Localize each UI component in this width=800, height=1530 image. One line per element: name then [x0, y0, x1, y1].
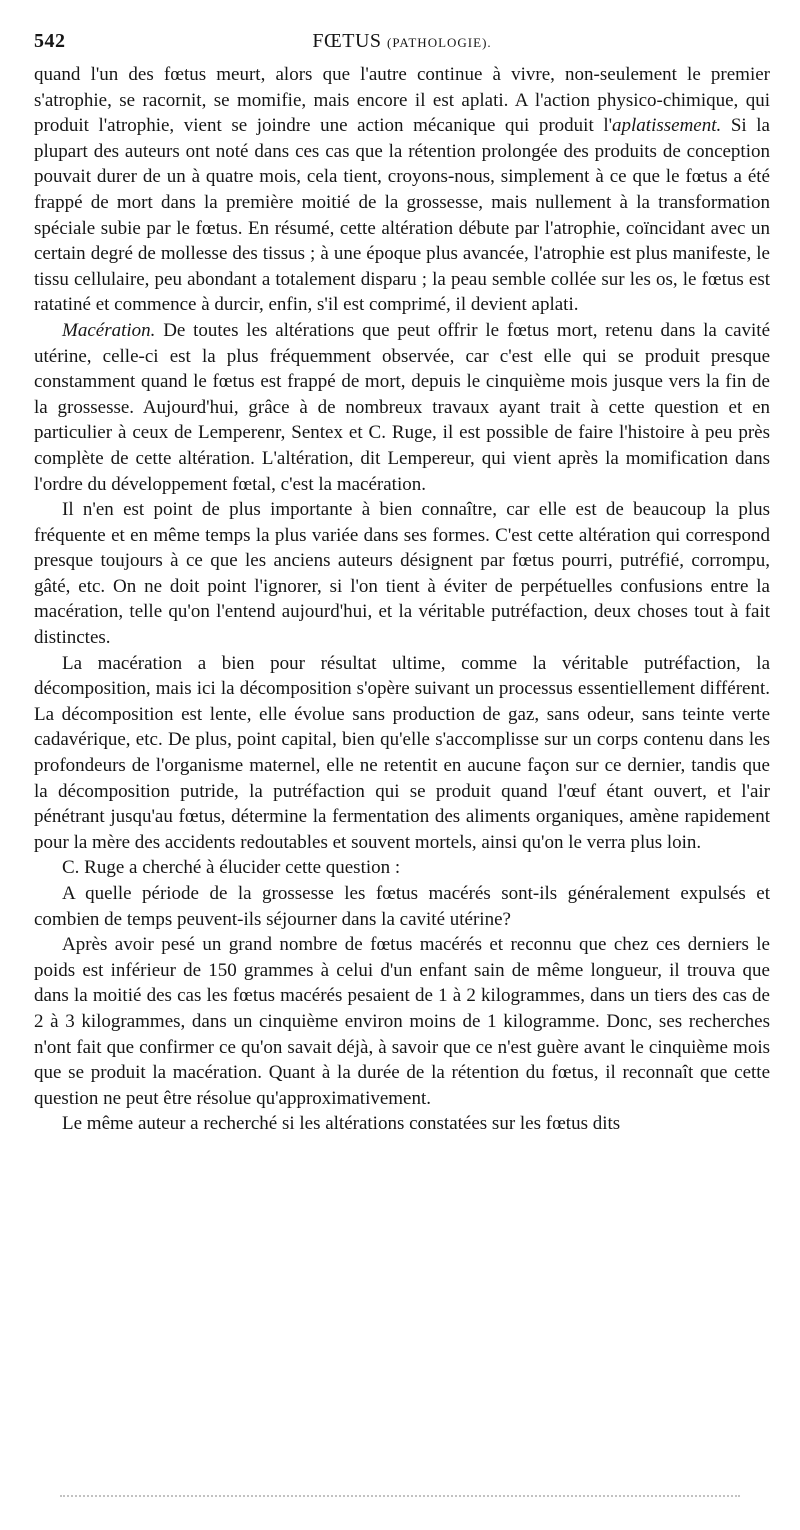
- paragraph-7: Après avoir pesé un grand nombre de fœtus macérés et reconnu que chez ces derniers le poids est inférieur de 150 grammes à celui d'un enfant sain de même longueur, il trouva que dans la moitié des cas les fœtus macérés pesaient de 1 à 2 kilogrammes, dans un tiers des cas de 2 à 3 kilogrammes, dans un cinquième environ moins de 1 kilogramme. Donc, ses recherches n'ont fait que confirmer ce qu'on savait déjà, à savoir que ce n'est guère avant le cinquième mois que se produit la macération. Quant à la durée de la rétention du fœtus, il reconnaît que cette question ne peut être résolue qu'approximativement.: [34, 934, 770, 1109]
- paragraph-5: C. Ruge a cherché à élucider cette question :: [62, 857, 401, 879]
- page-number: 542: [34, 30, 66, 52]
- page-header: [34, 28, 770, 62]
- paragraph-1: [34, 62, 770, 318]
- paragraph-4: La macération a bien pour résultat ultime, comme la véritable putréfaction, la décomposition, mais ici la décomposition s'opère suivant un processus essentiellement différent. La décomposition est lente, elle évolue sans production de gaz, sans odeur, sans teinte verte cadavérique, etc. De plus, point capital, bien qu'elle s'accomplisse sur un corps contenu dans les profondeurs de l'organisme maternel, elle ne retentit en aucune façon sur ce dernier, tandis que la décomposition putride, la putréfaction qui se produit quand l'œuf étant ouvert, et l'air pénétrant jusqu'au fœtus, détermine la fermentation des aliments organiques, amène rapidement pour la mère des accidents redoutables et souvent mortels, ainsi qu'on le verra plus loin.: [34, 652, 770, 853]
- paragraph-maceration: [34, 318, 770, 497]
- running-title: [34, 30, 770, 53]
- body-text: [34, 62, 770, 1137]
- document-page: [34, 28, 770, 1137]
- paragraph-maceration-text: De toutes les altérations que peut offrir le fœtus mort, retenu dans la cavité utérine, celle-ci est la plus fréquemment observée, car c'est elle qui se produit presque constamment quand le fœtus est frappé de mort, depuis le cinquième mois jusque vers la fin de la grossesse. Aujourd'hui, grâce à de nombreux travaux ayant trait à cette question et en particulier à ceux de Lemperenr, Sentex et C. Ruge, il est possible de faire l'histoire à peu près complète de cette altération. L'altération, dit Lempereur, qui vient après la momification dans l'ordre du développement fœtal, c'est la macération.: [34, 319, 770, 495]
- bleed-through-rule: [60, 1495, 740, 1497]
- paragraph-1-part-a: quand l'un des fœtus meurt, alors que l'autre continue à vivre, non-seulement le premier s'atrophie, se racornit, se momifie, mais encore il est aplati. A l'action physico-chimique, qui produit l'atrophie, vient se joindre une action mécanique qui produit l': [34, 64, 770, 137]
- section-heading-maceration: Macération.: [62, 319, 156, 341]
- paragraph-1-emphasis: aplatissement.: [612, 115, 722, 137]
- running-title-main: FŒTUS: [312, 30, 382, 52]
- paragraph-6-question: A quelle période de la grossesse les fœtus macérés sont-ils généralement expulsés et combien de temps peuvent-ils séjourner dans la cavité utérine?: [34, 883, 770, 930]
- running-title-subtitle: (PATHOLOGIE).: [387, 35, 492, 50]
- paragraph-3: Il n'en est point de plus importante à bien connaître, car elle est de beaucoup la plus fréquente et en même temps la plus variée dans ses formes. C'est cette altération qui correspond presque toujours à ce que les anciens auteurs désignent par fœtus pourri, putréfié, corrompu, gâté, etc. On ne doit point l'ignorer, si l'on tient à éviter de perpétuelles confusions entre la macération, telle qu'on l'entend aujourd'hui, et la véritable putréfaction, deux choses tout à fait distinctes.: [34, 499, 770, 649]
- paragraph-1-part-b: Si la plupart des auteurs ont noté dans ces cas que la rétention prolongée des produits de conception pouvait durer de un à quatre mois, cela tient, croyons-nous, simplement à ce que le fœtus a été frappé de mort dans la première moitié de la grossesse, mais nullement à la transformation spéciale subie par le fœtus. En résumé, cette altération débute par l'atrophie, coïncidant avec un certain degré de mollesse des tissus ; à une époque plus avancée, l'atrophie est plus manifeste, le tissu cellulaire, peu abondant a totalement disparu ; la peau semble collée sur les os, le fœtus est ratatiné et commence à durcir, enfin, s'il est comprimé, il devient aplati.: [34, 115, 770, 316]
- paragraph-8: Le même auteur a recherché si les altérations constatées sur les fœtus dits: [62, 1113, 621, 1135]
